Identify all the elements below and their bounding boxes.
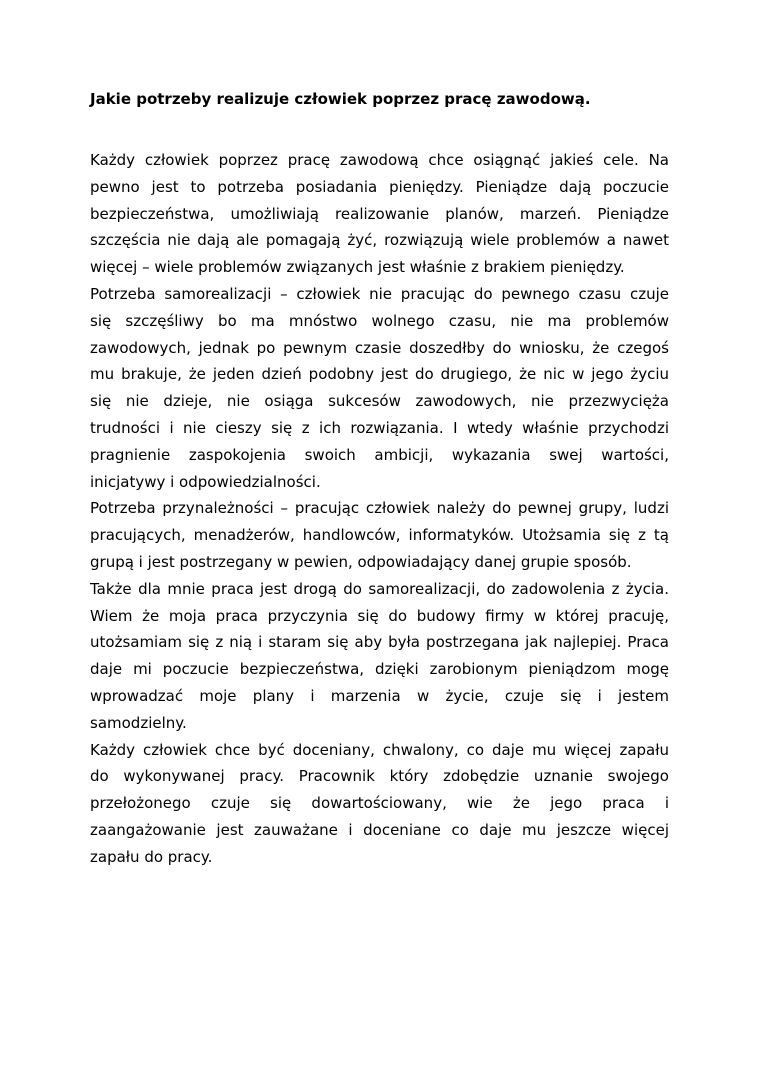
- text-line: się szczęśliwy bo ma mnóstwo wolnego czasu, nie ma problemów: [90, 311, 669, 330]
- text-line: utożsamiam się z nią i staram się aby była postrzegana jak najlepiej. Praca: [90, 633, 669, 652]
- text-line: Potrzeba przynależności – pracując człowiek należy do pewnej grupy, ludzi: [90, 499, 669, 518]
- text-line: szczęścia nie dają ale pomagają żyć, rozwiązują wiele problemów a nawet: [90, 231, 669, 250]
- document-title: Jakie potrzeby realizuje człowiek poprzez pracę zawodową.: [90, 90, 591, 108]
- paragraph-belonging: [90, 495, 669, 575]
- paragraph-personal: [90, 576, 669, 737]
- text-line: do wykonywanej pracy. Pracownik który zdobędzie uznanie swojego: [90, 767, 669, 786]
- paragraph-recognition: [90, 737, 669, 871]
- text-line: Każdy człowiek poprzez pracę zawodową chce osiągnąć jakieś cele. Na: [90, 151, 669, 169]
- document-page: [90, 88, 669, 871]
- text-line: Każdy człowiek chce być doceniany, chwalony, co daje mu więcej zapału: [90, 740, 669, 759]
- paragraph-self-realization: [90, 281, 669, 495]
- text-line: pracujących, menadżerów, handlowców, informatyków. Utożsamia się z tą: [90, 526, 669, 545]
- text-line: mu brakuje, że jeden dzień podobny jest do drugiego, że nic w jego życiu: [90, 365, 669, 384]
- paragraph-money: [90, 147, 669, 281]
- text-line: zapału do pracy.: [90, 847, 213, 866]
- text-line: zaangażowanie jest zauważane i doceniane co daje mu jeszcze więcej: [90, 820, 669, 839]
- text-line: Także dla mnie praca jest drogą do samorealizacji, do zadowolenia z życia.: [90, 579, 669, 598]
- text-line: pewno jest to potrzeba posiadania pieniędzy. Pieniądze dają poczucie: [90, 177, 669, 196]
- text-line: trudności i nie cieszy się z ich rozwiązania. I wtedy właśnie przychodzi: [90, 418, 669, 437]
- text-line: zawodowych, jednak po pewnym czasie doszedłby do wniosku, że czegoś: [90, 338, 669, 357]
- text-line: przełożonego czuje się dowartościowany, wie że jego praca i: [90, 794, 669, 813]
- text-line: wprowadzać moje plany i marzenia w życie, czuje się i jestem: [90, 686, 669, 705]
- text-line: Potrzeba samorealizacji – człowiek nie pracując do pewnego czasu czuje: [90, 284, 669, 303]
- text-line: pragnienie zaspokojenia swoich ambicji, wykazania swej wartości,: [90, 445, 669, 464]
- text-line: daje mi poczucie bezpieczeństwa, dzięki zarobionym pieniądzom mogę: [90, 660, 669, 679]
- text-line: więcej – wiele problemów związanych jest właśnie z brakiem pieniędzy.: [90, 258, 625, 277]
- text-line: grupą i jest postrzegany w pewien, odpowiadający danej grupie sposób.: [90, 552, 632, 571]
- text-line: się nie dzieje, nie osiąga sukcesów zawodowych, nie przezwycięża: [90, 392, 669, 411]
- text-line: inicjatywy i odpowiedzialności.: [90, 472, 321, 491]
- text-line: samodzielny.: [90, 713, 187, 732]
- text-line: Wiem że moja praca przyczynia się do budowy firmy w której pracuję,: [90, 606, 669, 625]
- text-line: bezpieczeństwa, umożliwiają realizowanie planów, marzeń. Pieniądze: [90, 204, 669, 223]
